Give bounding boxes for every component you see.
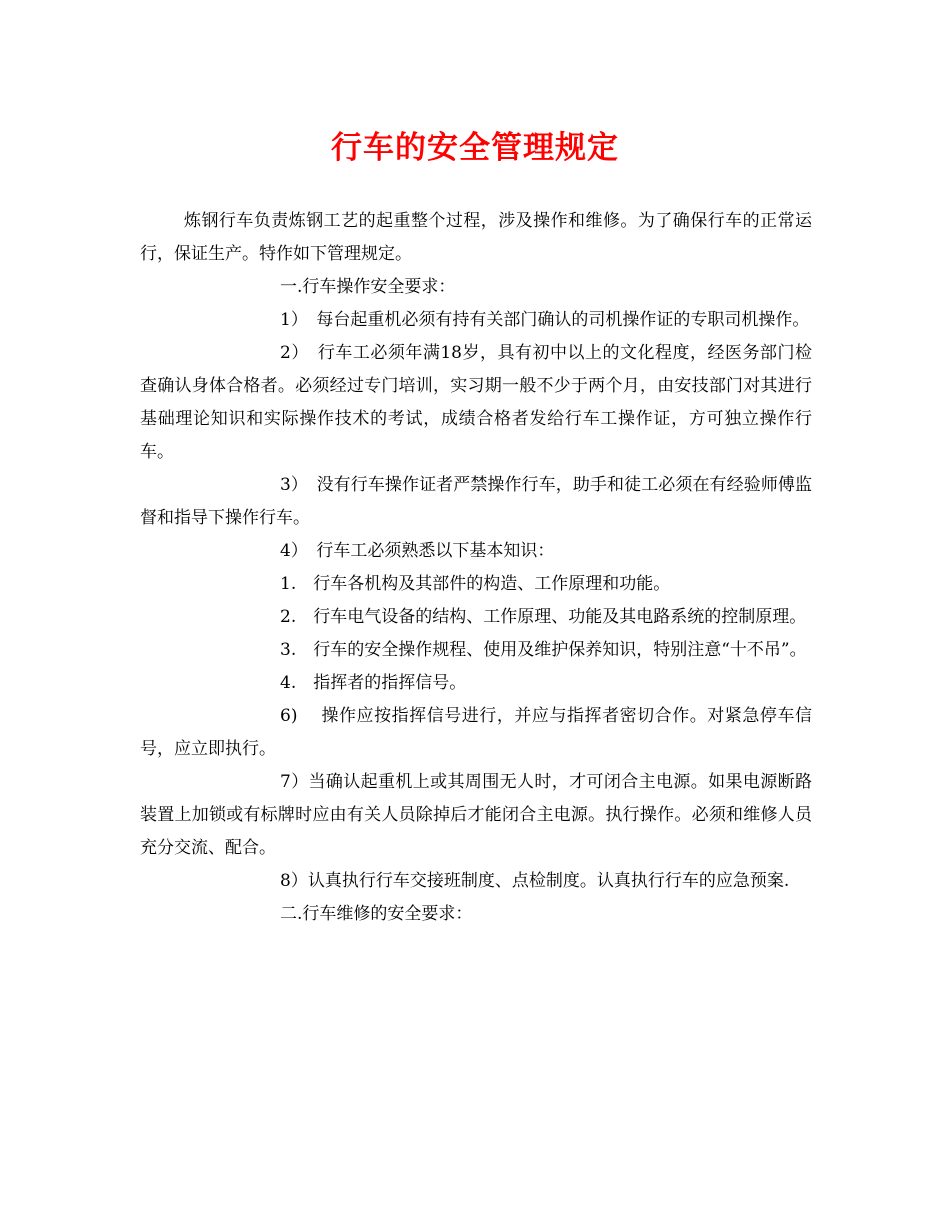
document-title: 行车的安全管理规定 (331, 130, 619, 166)
rule-item-6: 6) 操作应按指挥信号进行，并应与指挥者密切合作。对紧急停车信号，应立即执行。 (140, 706, 812, 759)
knowledge-item-2: 2. 行车电气设备的结构、工作原理、功能及其电路系统的控制原理。 (280, 607, 807, 627)
knowledge-item-3: 3. 行车的安全操作规程、使用及维护保养知识，特别注意“十不吊”。 (280, 640, 807, 660)
rule-item-3: 3） 没有行车操作证者严禁操作行车，助手和徒工必须在有经验师傅监督和指导下操作行车。 (140, 475, 812, 528)
knowledge-item-4: 4. 指挥者的指挥信号。 (280, 673, 467, 693)
rule-item-4: 4） 行车工必须熟悉以下基本知识： (280, 541, 555, 561)
section-heading-operation: 一.行车操作安全要求： (280, 277, 456, 297)
knowledge-item-1: 1. 行车各机构及其部件的构造、工作原理和功能。 (280, 574, 671, 594)
rule-item-8: 8）认真执行行车交接班制度、点检制度。认真执行行车的应急预案. (280, 871, 790, 891)
document-body (140, 205, 812, 931)
section-heading-maintenance: 二.行车维修的安全要求： (280, 904, 473, 924)
rule-item-1: 1） 每台起重机必须有持有关部门确认的司机操作证的专职司机操作。 (280, 310, 810, 330)
rule-item-2: 2） 行车工必须年满18岁，具有初中以上的文化程度，经医务部门检查确认身体合格者。必须经过专门培训，实习期一般不少于两个月，由安技部门对其进行基础理论知识和实际操作技术的考试，成绩合格者发给行车工操作证，方可独立操作行车。 (140, 343, 812, 462)
intro-paragraph: 炼钢行车负责炼钢工艺的起重整个过程，涉及操作和维修。为了确保行车的正常运行，保证生产。特作如下管理规定。 (140, 211, 812, 264)
rule-item-7: 7）当确认起重机上或其周围无人时，才可闭合主电源。如果电源断路装置上加锁或有标牌时应由有关人员除掉后才能闭合主电源。执行操作。必须和维修人员充分交流、配合。 (140, 772, 812, 858)
